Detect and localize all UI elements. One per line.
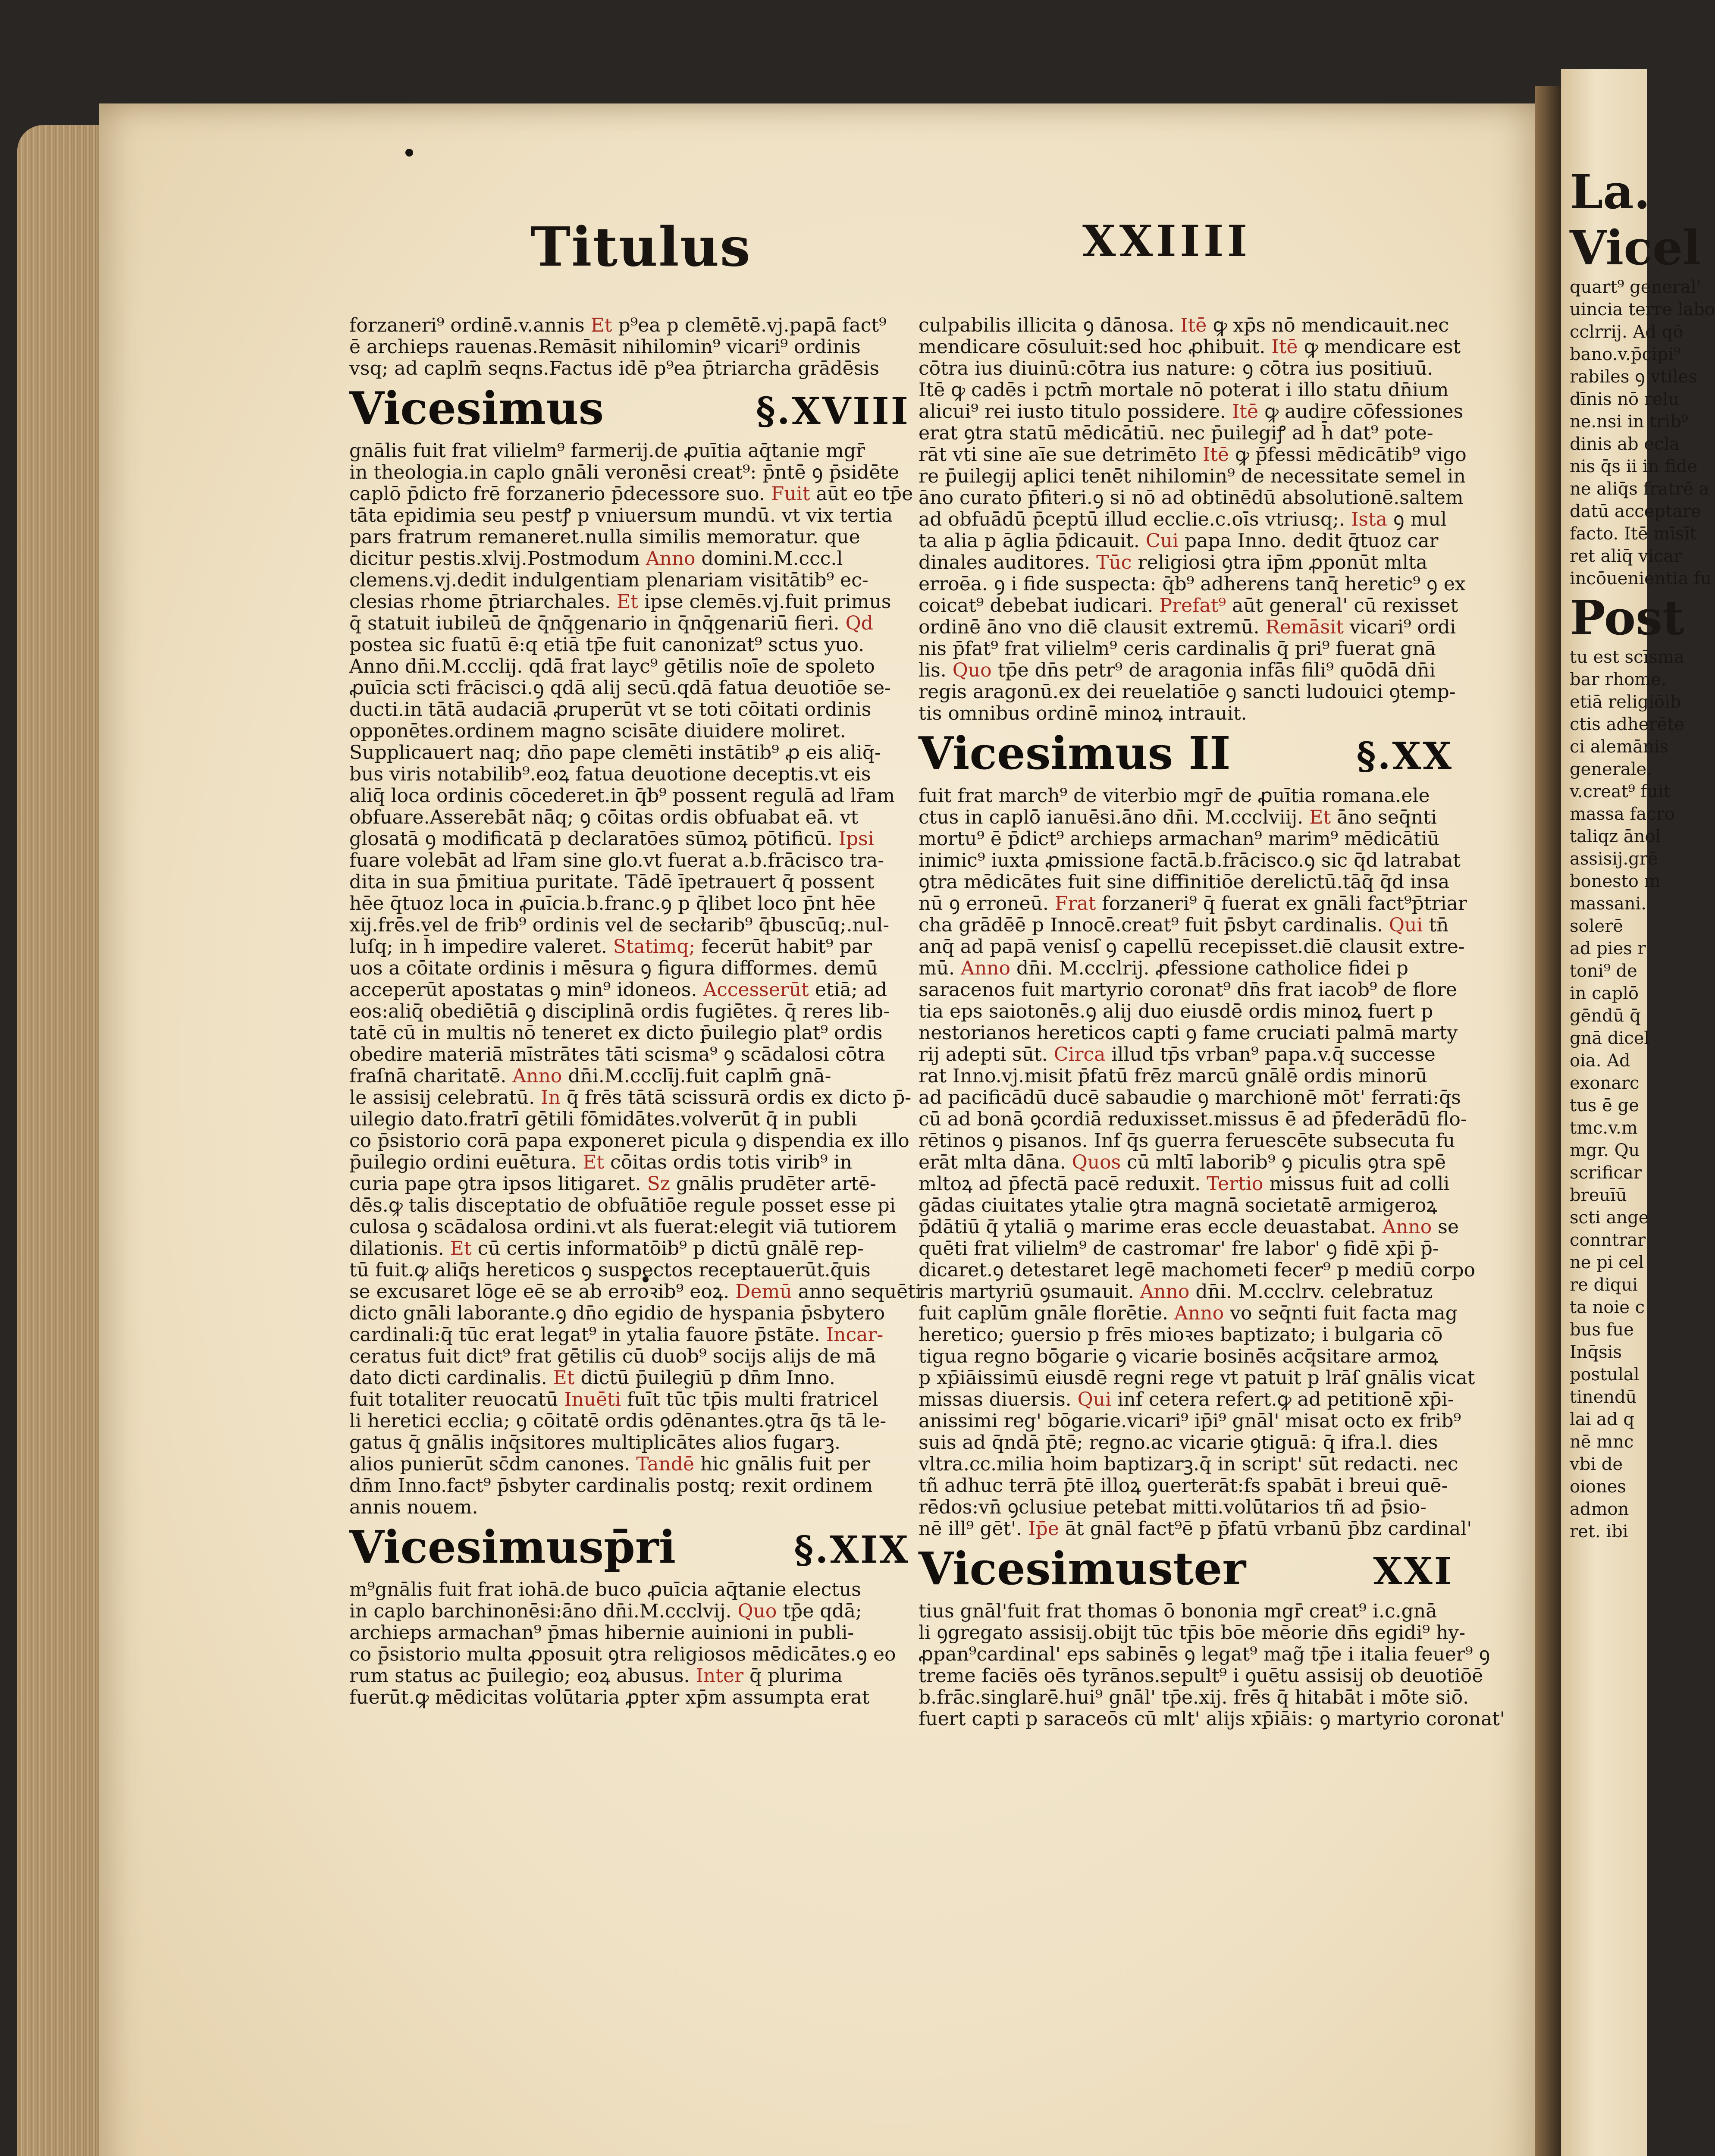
section-heading (349, 1522, 910, 1576)
text-line: fuerūt.ꝙ mēdicitas volūtaria ꝓpter xp̄m assumpta erat (349, 1686, 870, 1708)
text-line: anq̄ ad papā venisſ ꝯ capellū recepisset.diē clausit extre- (919, 936, 1465, 958)
margin-fragment: admon (1570, 1499, 1629, 1519)
text-line: le assisij celebratū. In q̄ frēs tātā scissurā ordis ex dicto p̄- (349, 1087, 912, 1109)
running-number: XXIIII (1082, 216, 1251, 266)
text-line: culpabilis illicita ꝯ dānosa. Itē ꝙ xp̄s nō mendicauit.nec (919, 314, 1449, 336)
margin-fragment: etiā religiōib (1570, 692, 1681, 712)
text-line: rētinos ꝯ pisanos. Inf q̄s guerra feruescēte subsecuta fu (919, 1130, 1455, 1152)
text-line: ctus in caplō ianuēsi.āno dn̄i. M.ccclviij. Et āno seq̄nti (919, 806, 1437, 828)
text-line: obfuare.Asserebāt nāq; ꝯ cōitas ordis obfuabat eā. vt (349, 806, 859, 828)
text-line: ad pacificādū ducē sabaudie ꝯ marchionē mōt' ferrati:q̄s (919, 1087, 1461, 1109)
text-line: gādas ciuitates ytalie ꝯtra magnā societatē armigeroꝝ (919, 1194, 1437, 1216)
text-line: mortu⁹ ē p̄dict⁹ archieps armachan⁹ marim⁹ mēdicātiū (919, 828, 1440, 850)
running-title: Titulus (530, 216, 751, 279)
text-line: dicto gnāli laborante.ꝯ dn̄o egidio de hyspania p̄sbytero (349, 1302, 885, 1324)
text-line: in caplo barchinonēsi:āno dn̄i.M.ccclvij. Quo tp̄e qdā; (349, 1600, 862, 1622)
text-line: dēs.ꝙ talis disceptatio de obfuātiōe regule posset esse pi (349, 1194, 896, 1216)
text-line: eos:aliq̄ obediētiā ꝯ disciplinā ordis fugiētes. q̄ reres lib- (349, 1000, 890, 1022)
text-line: re p̄uilegij aplici tenēt nihilomin⁹ de necessitate semel in (919, 465, 1466, 487)
text-line: m⁹gnālis fuit frat iohā.de buco ꝓuīcia aq̄tanie electus (349, 1579, 861, 1601)
text-line: co p̄sistorio corā papa exponeret picula ꝯ dispendia ex illo (349, 1130, 909, 1152)
text-line: curia pape ꝯtra ipsos litigaret. Sz gnālis prudēter artē- (349, 1173, 876, 1195)
text-line: clesias rhome p̄triarchales. Et ipse clemēs.vj.fuit primus (349, 591, 891, 613)
right-intro-lines (919, 314, 1467, 724)
margin-fragment: La. (1570, 164, 1650, 219)
section-title: Vicesimusp̄ri (349, 1520, 676, 1573)
margin-fragment: ret aliq̄ vicar (1570, 546, 1682, 566)
text-line: fuit caplūm gnāle florētie. Anno vo seq̄nti fuit facta mag (919, 1302, 1458, 1324)
text-line: ad obfuādū p̄ceptū illud ecclie.c.oīs vtriusq;. Ista ꝯ mul (919, 508, 1447, 530)
text-line: fuit frat march⁹ de viterbio mgr̄ de ꝓuītia romana.ele (919, 785, 1430, 807)
text-line: glosatā ꝯ modificatā p declaratōes sūmoꝝ pōtificū. Ipsi (349, 828, 874, 850)
section-heading (919, 1543, 1453, 1597)
text-line: bus viris notabilib⁹.eoꝝ fatua deuotione deceptis.vt eis (349, 763, 871, 785)
text-line: suis ad q̄ndā p̄tē; regno.ac vicarie ꝯtiguā: q̄ ifra.l. dies (919, 1432, 1438, 1454)
left-text-column (349, 314, 922, 1708)
margin-fragment: facto. Itē mīsīt (1570, 524, 1697, 544)
text-line: gatus q̄ gnālis inq̄sitores multiplicātes alios fugarꝫ. (349, 1432, 840, 1454)
text-line: cardinali:q̄ tūc erat legat⁹ in ytalia fauore p̄stāte. Incar- (349, 1324, 884, 1346)
margin-fragment: postulal (1570, 1365, 1640, 1385)
text-line: dicaret.ꝯ detestaret legē machometi fecer⁹ p mediū corpo (919, 1259, 1476, 1281)
text-line: aliq̄ loca ordinis cōcederet.in q̄b⁹ possent regulā ad lr̄am (349, 785, 895, 807)
margin-fragment: taliqz ānol (1570, 827, 1661, 846)
text-line: luſq; in h̄ impedire valeret. Statimq; fecerūt habit⁹ par (349, 936, 872, 958)
text-line: alios punierūt sc̄dm canones. Tandē hic gnālis fuit per (349, 1453, 871, 1475)
text-line: p̄uilegio ordini euētura. Et cōitas ordis totis virib⁹ in (349, 1151, 852, 1173)
section-number: §.XIX (794, 1528, 910, 1572)
text-line: cha grādēē p Innocē.creat⁹ fuit p̄sbyt cardinalis. Qui tn̄ (919, 914, 1449, 936)
margin-fragment: ad pies r (1570, 939, 1646, 959)
text-line: rij adepti sūt. Circa illud tp̄s vrban⁹ papa.v.q̄ successe (919, 1044, 1436, 1065)
margin-fragment: oia. Ad (1570, 1051, 1630, 1071)
text-line: saracenos fuit martyrio coronat⁹ dn̄s frat iacob⁹ de flore (919, 979, 1457, 1001)
margin-fragment: quart⁹ general' (1570, 277, 1701, 297)
section-body (349, 1579, 910, 1708)
text-line: tū fuit.ꝙ aliq̄s hereticos ꝯ suspectos receptauerūt.q̄uis (349, 1259, 871, 1281)
text-line: li ꝯgregato assisij.obijt tūc tp̄is bōe mēorie dn̄s egidi⁹ hy- (919, 1622, 1466, 1644)
margin-fragment: datū acceptare (1570, 501, 1701, 521)
text-line: fuert capti p saraceōs cū mlt' alijs xp̄iāis: ꝯ martyrio coronat' (919, 1708, 1505, 1730)
text-line: dn̄m Inno.fact⁹ p̄sbyter cardinalis postq; rexit ordinem (349, 1475, 873, 1497)
margin-fragment: tus ē ge (1570, 1096, 1639, 1116)
text-line: Anno dn̄i.M.ccclij. qdā frat layc⁹ gētilis noīe de spoleto (349, 655, 875, 677)
margin-fragment: ne aliq̄s fratrē a (1570, 479, 1709, 499)
margin-fragment: solerē (1570, 916, 1623, 936)
text-line: erāt mlta dāna. Quos cū mltī laborib⁹ ꝯ piculis ꝯtra spē (919, 1151, 1446, 1173)
text-line: ceratus fuit dict⁹ frat gētilis cū duob⁹ socijs alijs de mā (349, 1345, 876, 1367)
text-line: tis omnibus ordinē minoꝝ intrauit. (919, 702, 1247, 724)
text-line: alicui⁹ rei iusto titulo possidere. Itē ꝙ audire cōfessiones (919, 401, 1464, 423)
text-line: āno curato p̄fiteri.ꝯ si nō ad obtinēdū absolutionē.saltem (919, 487, 1464, 509)
text-line: nis p̄fat⁹ frat vilielm⁹ ceris cardinalis q̄ pri⁹ fuerat gnā (919, 638, 1436, 660)
text-line: rum status ac p̄uilegio; eoꝝ abusus. Inter q̄ plurima (349, 1665, 843, 1687)
text-line: tñ adhuc terrā p̄tē illoꝝ ꝯuerterāt:fs spabāt i breui quē- (919, 1475, 1448, 1497)
text-line: postea sic fuatū ē:q etiā tp̄e fuit canonizat⁹ sctus yuo. (349, 634, 865, 656)
margin-fragment: oiones (1570, 1477, 1626, 1497)
text-line: nū ꝯ erroneū. Frat forzaneri⁹ q̄ fuerat ex gnāli fact⁹p̄triar (919, 893, 1467, 915)
margin-fragment: ne.nsi in trib⁹ (1570, 412, 1688, 432)
text-line: regis aragonū.ex dei reuelatiōe ꝯ sancti ludouici ꝯtemp- (919, 681, 1456, 703)
margin-fragment: lai ad q (1570, 1410, 1634, 1429)
text-line: tia eps saiotonēs.ꝯ alij duo eiusdē ordis minoꝝ fuert p (919, 1000, 1433, 1022)
text-line: ta alia p āglia p̄dicauit. Cui papa Inno. dedit q̄tuoz car (919, 530, 1439, 552)
text-line: gnālis fuit frat vilielm⁹ farmerij.de ꝓuītia aq̄tanie mgr̄ (349, 440, 865, 462)
margin-fragment: tu est scīsma (1570, 647, 1684, 667)
text-line: culosa ꝯ scādalosa ordini.vt als fuerat:elegit viā tutiorem (349, 1216, 897, 1238)
text-line: tigua regno bōgarie ꝯ vicarie bosinēs acq̄sitare armoꝝ (919, 1345, 1439, 1367)
facing-page-text (1570, 164, 1715, 1543)
text-line: mendicare cōsuluit:sed hoc ꝓhibuit. Itē ꝙ mendicare est (919, 336, 1461, 358)
text-line: erroēa. ꝯ i fide suspecta: q̄b⁹ adherens tanq̄ heretic⁹ ꝯ ex (919, 573, 1466, 595)
margin-fragment: generale. (1570, 759, 1652, 779)
margin-fragment: ta noie c (1570, 1297, 1645, 1317)
text-line: q̄ statuit iubileū de q̄nq̄genario in q̄nq̄genariū fieri. Qd (349, 612, 873, 634)
margin-fragment: conntrar (1570, 1230, 1646, 1250)
section-number: XXI (1373, 1550, 1453, 1593)
text-line: ris martyriū ꝯsumauit. Anno dn̄i. M.ccclrv. celebratuz (919, 1281, 1433, 1303)
margin-fragment: bano.v.p̄cipi⁹ (1570, 345, 1681, 364)
text-line: annis nouem. (349, 1496, 478, 1518)
text-line: obedire materiā mīstrātes tāti scisma⁹ ꝯ scādalosi cōtra (349, 1044, 885, 1065)
margin-fragment: scti ange (1570, 1208, 1649, 1228)
margin-fragment: tmc.v.m (1570, 1118, 1638, 1138)
margin-fragment: mgr. Qu (1570, 1141, 1640, 1160)
text-line: ducti.in tātā audaciā ꝓruperūt vt se toti cōitati ordinis (349, 699, 872, 721)
text-line: ē archieps rauenas.Remāsit nihilomin⁹ vicari⁹ ordinis (349, 336, 861, 358)
section-title: Vicesimus II (919, 727, 1231, 780)
margin-fragment: gēndū q̄ (1570, 1006, 1641, 1026)
section-number: §.XX (1356, 734, 1453, 778)
margin-fragment: assisij.grē (1570, 849, 1658, 869)
text-line: se excusaret lōge eē se ab erroꝛib⁹ eoꝝ. Demū anno sequēti (349, 1281, 922, 1303)
text-line: nestorianos hereticos capti ꝯ fame cruciati palmā marty (919, 1022, 1458, 1044)
text-line: p xp̄iāissimū eiusdē regni rege vt patuit p lrāſ gnālis vicat (919, 1367, 1475, 1389)
text-line: fraſnā charitatē. Anno dn̄i.M.ccclīj.fuit caplm̄ gnā- (349, 1065, 831, 1087)
text-line: coicat⁹ debebat iudicari. Prefat⁹ aūt general' cū rexisset (919, 595, 1458, 617)
margin-fragment: scrificar (1570, 1163, 1642, 1183)
text-line: b.frāc.singlarē.hui⁹ gnāl' tp̄e.xij. frēs q̄ hitabāt i mōte siō. (919, 1686, 1469, 1708)
text-line: hēe q̄tuoz loca in ꝓuīcia.b.franc.ꝯ p q̄libet loco p̄nt hēe (349, 893, 876, 915)
margin-fragment: exonarc (1570, 1073, 1640, 1093)
margin-fragment: re diqui (1570, 1275, 1638, 1295)
text-line: dita in sua p̄mitiua puritate. Tādē īpetrauert q̄ possent (349, 871, 875, 893)
margin-fragment: toni⁹ de (1570, 961, 1637, 981)
margin-fragment: bus fue (1570, 1320, 1634, 1340)
margin-fragment: vbi de (1570, 1454, 1623, 1474)
margin-fragment: ne pi cel (1570, 1253, 1644, 1272)
text-line: ꝓpan⁹cardinal' eps sabinēs ꝯ legat⁹ mag̃ tp̄e i italia feuer⁹ ꝯ (919, 1643, 1490, 1665)
margin-fragment: ret. ibi (1570, 1522, 1628, 1542)
left-intro-lines (349, 315, 910, 379)
text-line: heretico; ꝯuersio p frēs mioꝛes baptizato; i bulgaria cō (919, 1324, 1443, 1346)
margin-fragment: cclrrij. Ad qō (1570, 322, 1684, 342)
text-line: nē ill⁹ gēt'. Ip̄e āt gnāl fact⁹ē p p̄fatū vrbanū p̄bz cardinal' (919, 1518, 1472, 1540)
margin-fragment: ci alemānis (1570, 737, 1669, 757)
text-line: lis. Quo tp̄e dn̄s petr⁹ de aragonia infās fili⁹ quōdā dn̄i (919, 659, 1436, 681)
text-line: vltra.cc.milia hoim baptizarꝫ.q̄ in script' sūt redacti. nec (919, 1453, 1458, 1475)
text-line: caplō p̄dicto frē forzanerio p̄decessore suo. Fuit aūt eo tp̄e (349, 483, 913, 505)
text-line: missas diuersis. Qui inf cetera refert.ꝙ ad petitionē xp̄i- (919, 1388, 1454, 1410)
section-title: Vicesimus (349, 382, 604, 435)
text-line: mltoꝝ ad p̄fectā pacē reduxit. Tertio missus fuit ad colli (919, 1173, 1450, 1195)
text-line: ꝯtra mēdicātes fuit sine diffinitiōe derelictū.tāq̄ q̄d insa (919, 871, 1450, 893)
text-line: forzaneri⁹ ordinē.v.annis Et p⁹ea p clemētē.vj.papā fact⁹ (349, 314, 887, 336)
text-line: li heretici ecclia; ꝯ cōitatē ordis ꝯdēnantes.ꝯtra q̄s tā le- (349, 1410, 887, 1432)
section-title: Vicesimuster (919, 1542, 1246, 1595)
margin-fragment: nis q̄s ii in fide (1570, 457, 1698, 476)
text-line: dinales auditores. Tūc religiosi ꝯtra ip̄m ꝓponūt mlta (919, 552, 1427, 573)
section-body (349, 440, 922, 1518)
text-line: clemens.vj.dedit indulgentiam plenariam visitātib⁹ ec- (349, 569, 868, 591)
text-line: dato dicti cardinalis. Et dictū p̄uilegiū p dn̄m Inno. (349, 1367, 835, 1389)
text-line: p̄dātiū q̄ ytaliā ꝯ marime eras eccle deuastabat. Anno se (919, 1216, 1459, 1238)
margin-fragment: massani. (1570, 894, 1646, 914)
margin-fragment: bar rhome. (1570, 670, 1667, 689)
text-line: co p̄sistorio multa ꝓposuit ꝯtra religiosos mēdicātes.ꝯ eo (349, 1643, 896, 1665)
margin-fragment: Inq̄sis (1570, 1342, 1622, 1362)
text-line: inimic⁹ iuxta ꝓmissione factā.b.frācisco.ꝯ sic q̄d latrabat (919, 849, 1461, 871)
text-line: rāt vti sine aīe sue detrimēto Itē ꝙ p̄fessi mēdicātib⁹ vigo (919, 444, 1467, 466)
text-line: dicitur pestis.xlvij.Postmodum Anno domini.M.ccc.l (349, 548, 843, 570)
margin-fragment: dinis ab ecla (1570, 434, 1680, 454)
text-line: cōtra ius diuinū:cōtra ius nature: ꝯ cōtra ius positiuū. (919, 357, 1433, 379)
text-line: uos a cōitate ordinis i mēsura ꝯ figura difformes. demū (349, 957, 878, 979)
text-line: ordinē āno vno diē clausit extremū. Remāsit vicari⁹ ordi (919, 616, 1456, 638)
text-line: erat ꝯtra statū mēdicātiū. nec p̄uilegiꝭ ad h̄ dat⁹ pote- (919, 422, 1433, 444)
text-line: treme faciēs oēs tyrānos.sepult⁹ i ꝯuētu assisij ob deuotiōē (919, 1665, 1483, 1687)
margin-fragment: Post (1570, 590, 1684, 646)
text-line: in theologia.in caplo gnāli veronēsi creat⁹: p̄ntē ꝯ p̄sidēte (349, 461, 900, 483)
section-number: §.XVIII (756, 389, 910, 433)
section-body (919, 1600, 1505, 1730)
text-line: Supplicauert naq; dn̄o pape clemēti instātib⁹ ꝓ eis aliq̄- (349, 742, 881, 764)
margin-fragment: bonesto m (1570, 871, 1661, 891)
text-line: opponētes.ordinem magno scisāte diuidere moliret. (349, 720, 846, 742)
text-line: tatē cū in multis nō teneret ex dicto p̄uilegio plat⁹ ordis (349, 1022, 883, 1044)
ink-speck (405, 149, 413, 157)
text-line: tius gnāl'fuit frat thomas ō bononia mgr̄ creat⁹ i.c.gnā (919, 1600, 1437, 1622)
margin-fragment: uincia terre labo (1570, 300, 1715, 320)
text-line: anissimi reg' bōgarie.vicari⁹ ip̄i⁹ gnāl' misat octo ex frib⁹ (919, 1410, 1461, 1432)
text-line: cū ad bonā ꝯcordiā reduxisset.missus ē ad p̄federādū flo- (919, 1108, 1467, 1130)
text-line: ꝓuīcia scti frācisci.ꝯ qdā alij secū.qdā fatua deuotiōe se- (349, 677, 891, 699)
margin-fragment: ctis adherēte (1570, 714, 1684, 734)
text-line: fuit totaliter reuocatū Inuēti fuīt tūc tp̄is multi fratricel (349, 1388, 878, 1410)
text-line: quēti frat vilielm⁹ de castromar' fre labor' ꝯ fidē xp̄i p̄- (919, 1238, 1439, 1260)
margin-fragment: breuīū (1570, 1185, 1627, 1205)
margin-fragment: massa facro (1570, 804, 1675, 824)
section-body (919, 785, 1476, 1540)
section-heading (919, 728, 1453, 782)
text-line: archieps armachan⁹ p̄mas hibernie auinioni in publi- (349, 1622, 854, 1644)
text-line: rēdos:vn̄ ꝯclusiue petebat mitti.volūtarios tñ ad p̄sio- (919, 1496, 1427, 1518)
text-line: vsq; ad caplm̄ seqns.Factus idē p⁹ea p̄triarcha grādēsis (349, 357, 879, 379)
margin-fragment: gnā dicel (1570, 1028, 1650, 1048)
margin-fragment: rabiles ꝯ vtiles (1570, 367, 1697, 387)
margin-fragment: nē mnc (1570, 1432, 1634, 1452)
margin-fragment: v.creat⁹ fuit (1570, 782, 1671, 802)
text-line: Itē ꝙ cadēs i pctm̄ mortale nō poterat i illo statu dn̄ium (919, 379, 1449, 401)
right-text-column (919, 314, 1505, 1730)
margin-fragment: dīnis nō relu (1570, 389, 1680, 409)
text-line: acceperūt apostatas ꝯ min⁹ idoneos. Accesserūt etiā; ad (349, 979, 887, 1001)
text-line: mū. Anno dn̄i. M.ccclrij. ꝓfessione catholice fidei p (919, 957, 1408, 979)
text-line: tāta epidimia seu pestꝭ p vniuersum mundū. vt vix tertia (349, 505, 893, 526)
section-heading (349, 383, 910, 437)
text-line: dilationis. Et cū certis informatōib⁹ p dictū gnālē rep- (349, 1238, 864, 1260)
text-line: rat Inno.vj.misit p̄fatū frēz marcū gnālē ordis minorū (919, 1065, 1427, 1087)
margin-fragment: tinendū (1570, 1387, 1637, 1407)
text-line: xij.frēs.vel de frib⁹ ordinis vel de secłarib⁹ q̄buscūq;.nul- (349, 914, 890, 936)
text-line: uilegio dato.fratrī gētili fōmidātes.volverūt q̄ in publi (349, 1108, 857, 1130)
text-line: pars fratrum remaneret.nulla similis memoratur. que (349, 526, 860, 548)
margin-fragment: in caplō (1570, 984, 1639, 1003)
text-line: fuare volebāt ad lr̄am sine glo.vt fuerat a.b.frācisco tra- (349, 849, 884, 871)
margin-fragment: Vicel (1570, 220, 1701, 276)
margin-fragment: incōuenientia fu (1570, 569, 1712, 589)
